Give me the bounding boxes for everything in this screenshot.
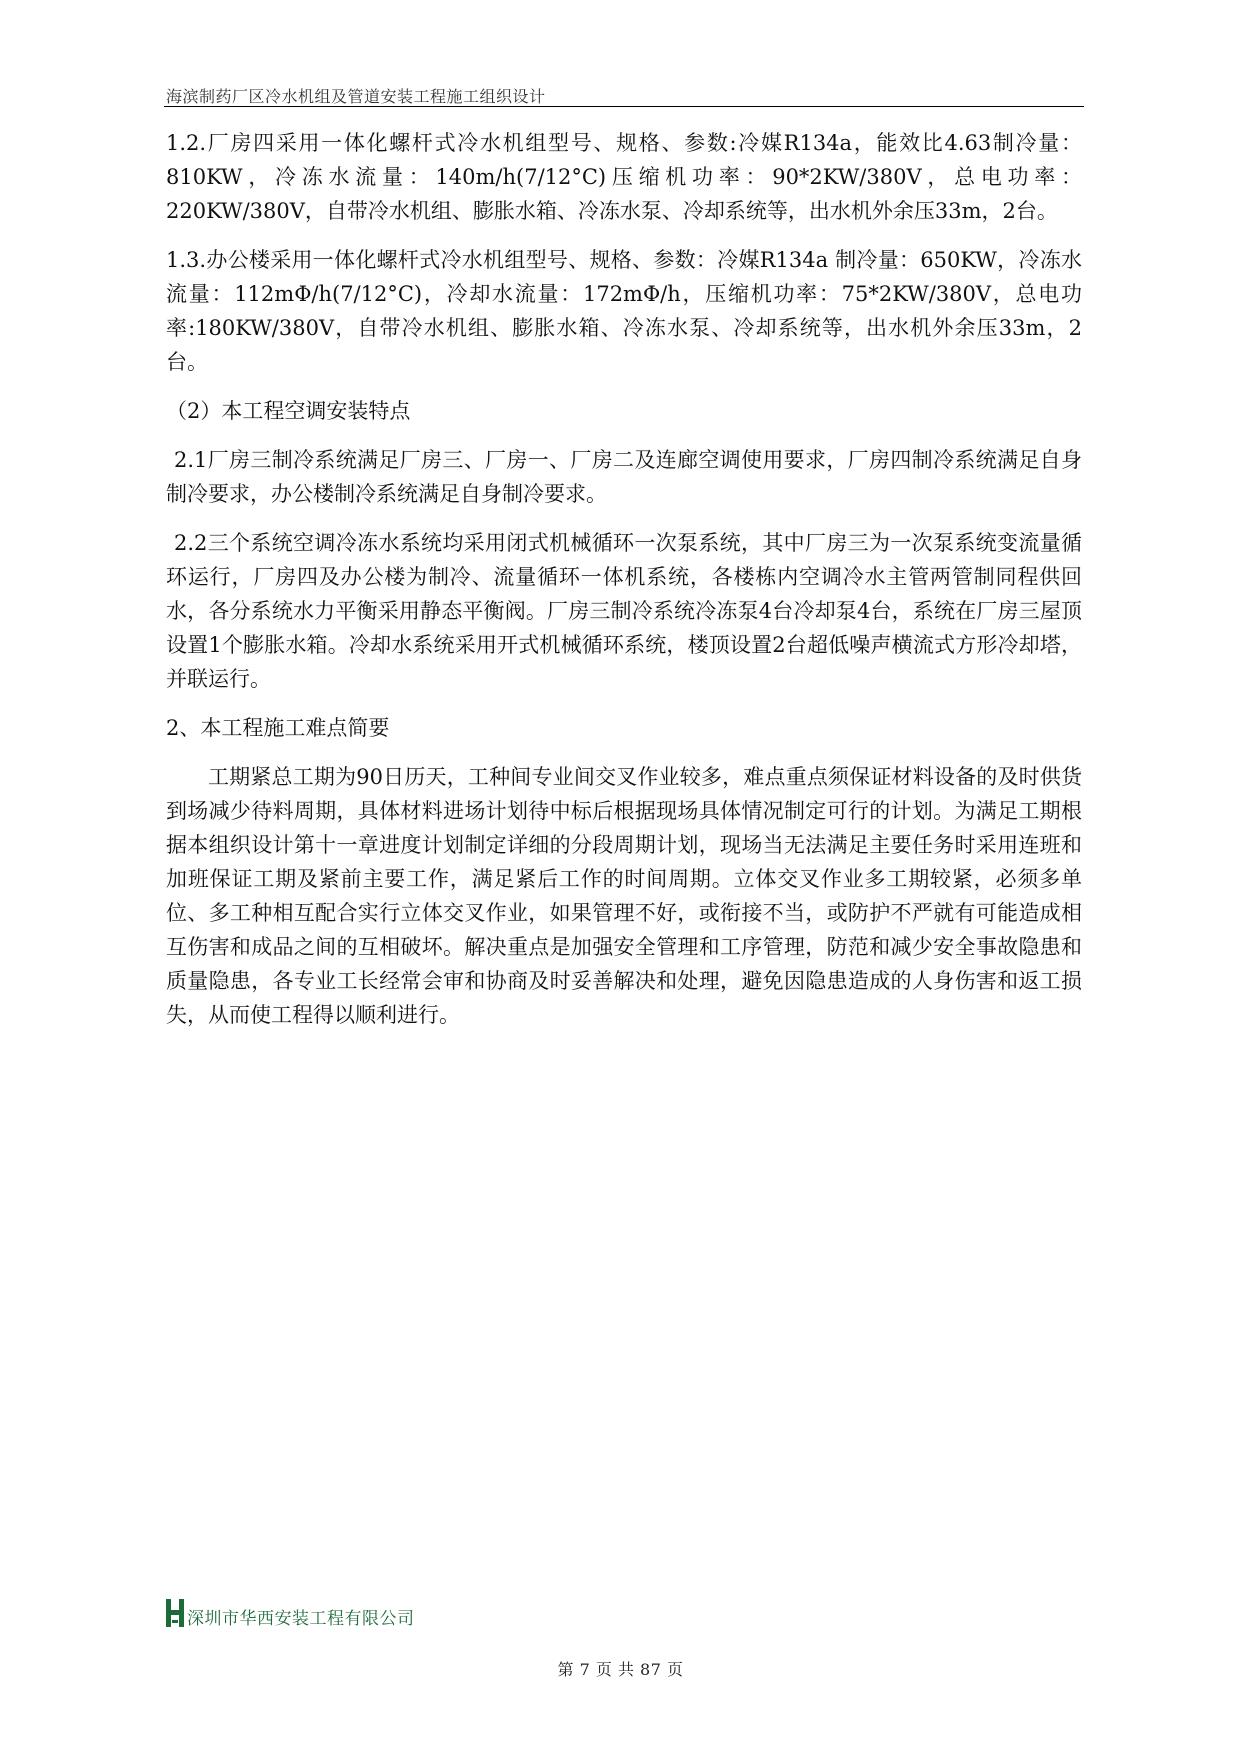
- section-heading-ac-features: （2）本工程空调安装特点: [166, 399, 411, 423]
- header-divider: [164, 106, 1084, 107]
- company-name: 深圳市华西安装工程有限公司: [187, 1609, 415, 1629]
- paragraph-feature-2-1: 2.1厂房三制冷系统满足厂房三、厂房一、厂房二及连廊空调使用要求，厂房四制冷系统满足自身制冷要求，办公楼制冷系统满足自身制冷要求。: [166, 448, 1082, 506]
- paragraph-spec-factory-four: 1.2.厂房四采用一体化螺杆式冷水机组型号、规格、参数:冷媒R134a，能效比4.63制冷量：810KW，冷冻水流量：140m/h(7/12°C)压缩机功率：90*2KW/380V，总电功率：220KW/380V，自带冷水机组、膨胀水箱、冷冻水泵、冷却系统等，出水机外余压33m，2台。: [166, 131, 1082, 223]
- paragraph-spec-office-building: 1.3.办公楼采用一体化螺杆式冷水机组型号、规格、参数：冷媒R134a 制冷量：650KW，冷冻水流量：112mΦ/h(7/12°C)，冷却水流量：172mΦ/h，压缩机功率：75*2KW/380V，总电功率:180KW/380V，自带冷水机组、膨胀水箱、冷冻水泵、冷却系统等，出水机外余压33m，2台。: [166, 248, 1082, 374]
- page-number: 第 7 页 共 87 页: [557, 1660, 684, 1679]
- paragraph-difficulties: 工期紧总工期为90日历天，工种间专业间交叉作业较多，难点重点须保证材料设备的及时供货到场减少待料周期，具体材料进场计划待中标后根据现场具体情况制定可行的计划。为满足工期根据本组织设计第十一章进度计划制定详细的分段周期计划，现场当无法满足主要任务时采用连班和加班保证工期及紧前主要工作，满足紧后工作的时间周期。立体交叉作业多工期较紧，必须多单位、多工种相互配合实行立体交叉作业，如果管理不好，或衔接不当，或防护不严就有可能造成相互伤害和成品之间的互相破坏。解决重点是加强安全管理和工序管理，防范和减少安全事故隐患和质量隐患，各专业工长经常会审和协商及时妥善解决和处理，避免因隐患造成的人身伤害和返工损失，从而使工程得以顺利进行。: [166, 765, 1082, 1027]
- paragraph-feature-2-2: 2.2三个系统空调冷冻水系统均采用闭式机械循环一次泵系统，其中厂房三为一次泵系统变流量循环运行，厂房四及办公楼为制冷、流量循环一体机系统，各楼栋内空调冷水主管两管制同程供回水，各分系统水力平衡采用静态平衡阀。厂房三制冷系统冷冻泵4台冷却泵4台，系统在厂房三屋顶设置1个膨胀水箱。冷却水系统采用开式机械循环系统，楼顶设置2台超低噪声横流式方形冷却塔，并联运行。: [166, 531, 1082, 691]
- document-body: [166, 126, 1082, 1047]
- company-logo-icon: [165, 1598, 185, 1628]
- header-title: 海滨制药厂区冷水机组及管道安装工程施工组织设计: [166, 87, 546, 106]
- section-heading-difficulties: 2、本工程施工难点简要: [166, 716, 390, 740]
